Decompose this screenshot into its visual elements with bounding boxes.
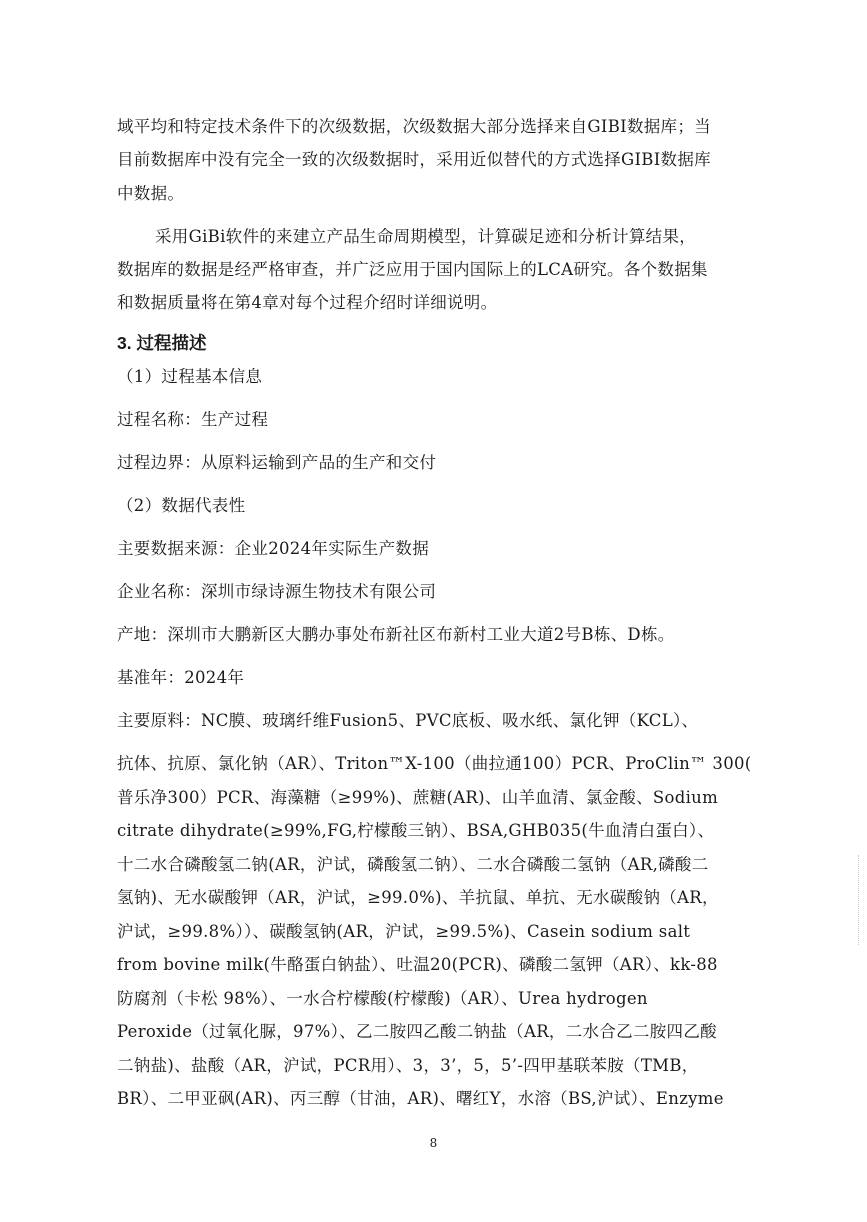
materials-line: 沪试，≥99.8%））、碳酸氢钠(AR，沪试，≥99.5%)、Casein sodium salt: [117, 922, 691, 941]
materials-line: 主要原料：NC膜、玻璃纤维Fusion5、PVC底板、吸水纸、氯化钾（KCL）、: [117, 711, 699, 730]
paragraph-line: 采用GiBi软件的来建立产品生命周期模型，计算碳足迹和分析计算结果，: [155, 227, 697, 246]
materials-line: 二钠盐)、盐酸（AR，沪试，PCR用）、3，3’，5，5’-四甲基联苯胺（TMB，: [117, 1056, 699, 1075]
materials-line: citrate dihydrate(≥99%,FG,柠檬酸三钠）、BSA,GHB035(牛血清白蛋白）、: [117, 821, 715, 840]
materials-line: 十二水合磷酸氢二钠(AR，沪试，磷酸氢二钠）、二水合磷酸二氢钠（AR,磷酸二: [117, 855, 709, 874]
paragraph-line: 中数据。: [117, 184, 185, 203]
paragraph-line: 域平均和特定技术条件下的次级数据，次级数据大部分选择来自GIBI数据库；当: [117, 117, 711, 136]
materials-line: 防腐剂（卡松 98%）、一水合柠檬酸(柠檬酸)（AR）、Urea hydrogen: [117, 989, 648, 1008]
data-source: 主要数据来源：企业2024年实际生产数据: [117, 539, 429, 558]
page-number: 8: [429, 1136, 438, 1150]
base-year: 基准年：2024年: [117, 668, 245, 687]
materials-line: BR）、二甲亚砜(AR)、丙三醇（甘油，AR)、曙红Y，水溶（BS,沪试）、Enzyme: [117, 1089, 724, 1108]
materials-line: 普乐净300）PCR、海藻糖（≥99%)、蔗糖(AR)、山羊血清、氯金酸、Sodium: [117, 788, 719, 807]
paragraph-line: 和数据质量将在第4章对每个过程介绍时详细说明。: [117, 293, 498, 312]
scan-edge-mark: [858, 855, 861, 945]
process-name: 过程名称：生产过程: [117, 410, 269, 429]
subsection-label: （1）过程基本信息: [117, 367, 263, 386]
materials-line: from bovine milk(牛酪蛋白钠盐）、吐温20(PCR)、磷酸二氢钾（AR）、kk-88: [117, 955, 718, 974]
materials-line: 氢钠)、无水碳酸钾（AR，沪试，≥99.0%)、羊抗鼠、单抗、无水碳酸钠（AR，: [117, 888, 719, 907]
paragraph-line: 目前数据库中没有完全一致的次级数据时，采用近似替代的方式选择GIBI数据库: [117, 150, 711, 169]
process-boundary: 过程边界：从原料运输到产品的生产和交付: [117, 453, 437, 472]
location: 产地：深圳市大鹏新区大鹏办事处布新社区布新村工业大道2号B栋、D栋。: [117, 625, 675, 644]
section-heading: 3. 过程描述: [117, 333, 207, 353]
subsection-label: （2）数据代表性: [117, 496, 246, 515]
paragraph-line: 数据库的数据是经严格审查，并广泛应用于国内国际上的LCA研究。各个数据集: [117, 260, 708, 279]
company-name: 企业名称：深圳市绿诗源生物技术有限公司: [117, 582, 437, 601]
materials-line: Peroxide（过氧化脲，97%）、乙二胺四乙酸二钠盐（AR，二水合乙二胺四乙酸: [117, 1022, 717, 1041]
materials-line: 抗体、抗原、氯化钠（AR）、Triton™X-100（曲拉通100）PCR、ProClin™ 300(: [117, 754, 752, 773]
